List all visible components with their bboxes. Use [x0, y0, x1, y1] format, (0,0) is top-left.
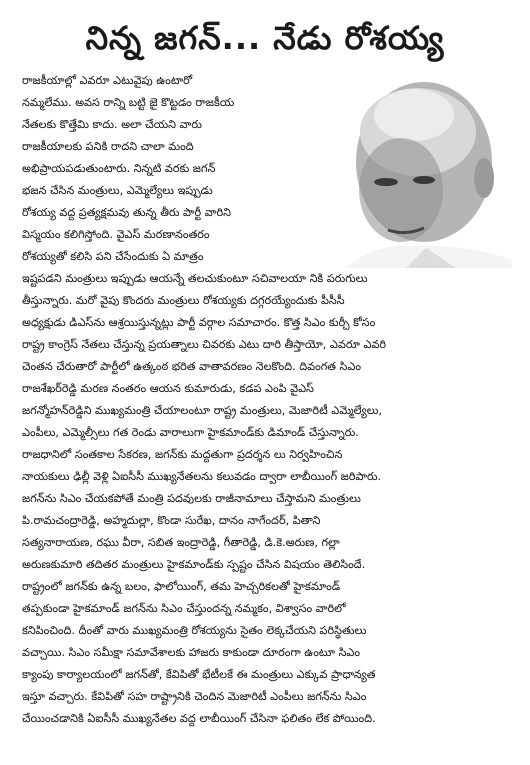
article-line: నాయకులు ఢిల్లీ వెళ్లి ఏఐసీసీ ముఖ్యనేతలను కలువడం ద్వారా లాబీయింగ్ జరిపారు. [22, 470, 382, 483]
article-body [10, 70, 520, 760]
article-line: వచ్చాయి. సిఎం సమీక్షా సమావేశాలకు హాజరు కాకుండా దూరంగా ఉంటూ సిఎం [22, 646, 361, 659]
article-line: అధ్యక్షుడు డిఎస్‌ను ఆశ్రయిస్తున్నట్లు పార్టీ వర్గాల సమాచారం. కొత్త సిఎం కుర్చీ కోసం [22, 316, 376, 329]
article-line: కనిపించింది. దీంతో వారు ముఖ్యమంత్రి రోశయ్యను సైతం లెక్కచేయని పరిస్థితులు [22, 624, 367, 637]
portrait-photo [306, 70, 512, 268]
article-line: చేయించడానికి ఏఐసీసీ ముఖ్యనేతల వద్ద లాబీయింగ్ చేసినా ఫలితం లేక పోయింది. [22, 712, 376, 725]
article-line: భజన చేసిన మంత్రులు, ఎమ్మెల్యేలు ఇప్పుడు [22, 184, 213, 197]
article-line: క్యాంపు కార్యాలయంలో జగన్‌తో, కేవిపితో భేటీలకే ఈ మంత్రులు ఎక్కువ ప్రాధాన్యత [22, 668, 376, 681]
article-line: ఇష్టపడని మంత్రులు ఇప్పుడు ఆయన్నే తలచుకుంటూ సచివాలయా నికి పరుగులు [22, 272, 368, 285]
article-line: అభిప్రాయపడుతుంటారు. నిన్నటి వరకు జగన్ [22, 162, 216, 175]
article-line: తీస్తున్నారు. మరో వైపు కొందరు మంత్రులు రోశయ్యకు దగ్గరయ్యేందుకు పీసీసీ [22, 294, 345, 307]
article-line: విస్మయం కలిగిస్తోంది. వైఎస్ మరణానంతరం [22, 228, 210, 241]
article-line: ఇస్తూ వచ్చారు. కేవిపితో సహ రాష్ట్రానికి చెందిన మెజారిటీ ఎంపీలు జగన్‌ను సిఎం [22, 690, 367, 703]
article-line: రాజకీయాల్లో ఎవరూ ఎటువైపు ఉంటారో [22, 74, 193, 87]
article-line: అరుణకుమారి తదితర మంత్రులు హైకమాండ్‌కు స్పష్టం చేసిన విషయం తెలిసిందే. [22, 558, 366, 571]
article-line: నేతలకు కొత్తేమి కాదు. అలా చేయని వారు [22, 118, 202, 131]
article-line: పి.రామచంద్రారెడ్డి, అహ్మదుల్లా, కొండా సురేఖ, దానం నాగేందర్, పితాని [22, 514, 321, 527]
article-line: ఎంపీలు, ఎమ్మెల్సీలు గత రెండు వారాలుగా హైకమాండ్‌కు డిమాండ్ చేస్తున్నారు. [22, 426, 359, 439]
article-line: రాజధానిలో సంతకాల సేకరణ, జగన్‌కు మద్దతుగా ప్రదర్శన లు నిర్వహించిన [22, 448, 343, 461]
article-line: రోశయ్య వద్ద ప్రత్యక్షమవు తున్న తీరు పార్టీ వారిని [22, 206, 231, 219]
article-line: రోశయ్యతో కలిసి పని చేసేందుకు ఏ మాత్రం [22, 250, 204, 263]
article-headline: నిన్న జగన్... నేడు రోశయ్య [85, 19, 445, 57]
article-line: నమ్మలేము. అవస రాన్ని బట్టి జై కొట్టడం రాజకీయ [22, 96, 235, 109]
article-line: రాజశేఖర్‌రెడ్డి మరణ నంతరం ఆయన కుమారుడు, కడప ఎంపి వైఎస్ [22, 382, 314, 395]
article-line: రాష్ట్ర కాంగ్రెస్ నేతలు చేస్తున్న ప్రయత్నాలు చివరకు ఎటు దారి తీస్తాయో, ఎవరూ ఎవరి [22, 338, 387, 351]
article-line: చెంతన చేరుతారో పార్టీలో ఉత్కంఠ భరిత వాతావరణం నెలకొంది. దివంగత సిఎం [22, 360, 362, 373]
article-line: రాష్ట్రంలో జగన్‌కు ఉన్న బలం, ఫాలోయింగ్, తమ హెచ్చరికలతో హైకమాండ్ [22, 580, 341, 593]
article-line: జగన్‌ను సిఎం చేయకపోతే మంత్రి పదవులకు రాజీనామాలు చేస్తామని మంత్రులు [22, 492, 361, 505]
portrait-illustration [306, 70, 512, 268]
article-line: రాజకీయాలకు పనికి రాదని చాలా మంది [22, 140, 194, 153]
article-line: తప్పకుండా హైకమాండ్ జగన్‌ను సిఎం చేస్తుందన్న నమ్మకం, విశ్వాసం వారిలో [22, 602, 346, 615]
article-line: జగన్మోహన్‌రెడ్డిని ముఖ్యమంత్రి చేయాలంటూ రాష్ట్ర మంత్రులు, మెజారిటీ ఎమ్మెల్యేలు, [22, 404, 383, 417]
article-line: సత్యనారాయణ, రఘు వీరా, సబిత ఇంద్రారెడ్డి, గీతారెడ్డి, డి.కె.అరుణ, గల్లా [22, 536, 340, 549]
